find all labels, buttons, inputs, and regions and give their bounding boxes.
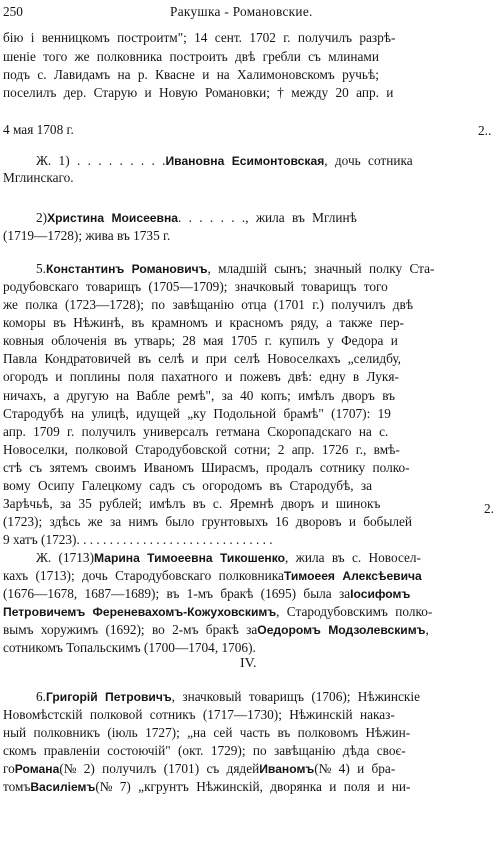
- text-run: 6.: [36, 689, 46, 704]
- page-number: 250: [3, 4, 23, 19]
- text-line: [36, 152, 483, 170]
- text-run: , младшій сынъ; значный полку Ста-: [207, 261, 435, 276]
- text-run: Новоселки, полковой Стародубовской сотни; 2 апр. 1726 г., вмѣ-: [3, 442, 400, 457]
- bold-name: Христина Моисеевна: [47, 211, 178, 225]
- text-run: (№ 7) „кгрунтъ Нѣжинскій, дворянка и поля и ни-: [95, 779, 411, 794]
- text-line-content: [3, 567, 422, 585]
- bold-name: Ивановна Есимонтовская: [165, 154, 325, 168]
- text-line: [3, 296, 483, 314]
- text-run: 9 хатъ (1723). . . . . . . . . . . . . . . . . . . . . . . . . . . . . .: [3, 532, 273, 547]
- text-line: [3, 706, 483, 724]
- text-run: вымъ хоружимъ (1692); во 2-мъ бракѣ за: [3, 622, 258, 637]
- text-line: [3, 477, 483, 495]
- text-line-content: [3, 639, 256, 657]
- text-line: [3, 639, 483, 657]
- text-run: . . . . . . ., жила въ Мглинѣ: [177, 210, 357, 225]
- section-numeral: IV.: [240, 656, 257, 671]
- bold-name: Марина Тимоеевна Тикошенко: [94, 551, 286, 565]
- text-line-content: [36, 549, 421, 567]
- text-run: коморы въ Нѣжинѣ, въ крамномъ и красномъ ряду, а также пер-: [3, 315, 404, 330]
- margin-number: 2.: [484, 501, 494, 516]
- text-line: [3, 567, 483, 585]
- text-run: 5.: [36, 261, 46, 276]
- text-line: [3, 29, 483, 47]
- text-run: (1723); здѣсь же за нимъ было грунтовыхъ 16 дворовъ и бобылей: [3, 514, 413, 529]
- text-run: ковныя облоченія въ утварь; 28 мая 1705 г. купилъ у Федора и: [3, 333, 398, 348]
- bold-name: Василіемъ: [30, 780, 96, 794]
- text-line: [3, 66, 483, 84]
- margin-number: 2..: [478, 123, 492, 138]
- text-run: Новомѣстскій полковой сотникъ (1717—1730); Нѣжинскій наказ-: [3, 707, 395, 722]
- text-line-content: [3, 724, 410, 742]
- text-line: [3, 459, 483, 477]
- text-line-content: [3, 48, 379, 66]
- text-run: (1676—1678, 1687—1689); въ 1-мъ бракѣ (1695) была за: [3, 586, 351, 601]
- text-run: го: [3, 761, 15, 776]
- text-line: [3, 603, 483, 621]
- text-run: ничахъ, а другую на Вабле ремѣ", за 40 копъ; имѣлъ дворъ въ: [3, 388, 396, 403]
- text-line: [36, 688, 483, 706]
- text-line: [3, 84, 483, 102]
- text-line: [3, 724, 483, 742]
- text-line-content: [3, 29, 395, 47]
- bold-name: Іосифомъ: [350, 587, 411, 601]
- text-run: вому Осипу Галецкому садъ съ огородомъ въ Стародубѣ, за: [3, 478, 373, 493]
- text-line-content: [3, 706, 395, 724]
- text-line-content: [3, 227, 170, 245]
- text-run: томъ: [3, 779, 31, 794]
- text-line: [36, 549, 483, 567]
- bold-name: Тимоеея Алексѣевича: [283, 569, 422, 583]
- text-run: Ж. 1) . . . . . . . . .: [36, 153, 166, 168]
- text-run: (№ 4) и бра-: [314, 761, 396, 776]
- text-run: поселилъ дер. Старую и Новую Романовки; † между 20 апр. и: [3, 85, 394, 100]
- text-run: , Стародубовскимъ полко-: [276, 604, 433, 619]
- text-line-content: [3, 459, 410, 477]
- text-line-content: [36, 209, 357, 227]
- bold-name: Петровичемъ Ференевахомъ-Кожуховскимъ: [3, 605, 277, 619]
- text-line-content: [3, 441, 400, 459]
- text-line-content: [3, 778, 410, 796]
- text-line-content: [3, 332, 398, 350]
- text-line-content: [3, 513, 412, 531]
- text-run: (1719—1728); жива въ 1735 г.: [3, 228, 171, 243]
- text-line-content: [3, 742, 406, 760]
- text-run: родубовскаго товарищъ (1705—1709); значковый товарищъ того: [3, 279, 388, 294]
- text-line-content: [3, 477, 372, 495]
- text-line-content: [36, 152, 413, 170]
- text-run: Мглинскаго.: [3, 170, 74, 185]
- text-run: 4 мая 1708 г.: [3, 122, 74, 137]
- text-line: [3, 778, 483, 796]
- text-line-content: [3, 314, 404, 332]
- text-line-content: [3, 296, 413, 314]
- text-run: шеніе того же полковника построить двѣ гребли съ млинами: [3, 49, 379, 64]
- text-line-content: [3, 531, 273, 549]
- text-line-content: [3, 84, 393, 102]
- text-line-content: [3, 423, 388, 441]
- text-line-content: [36, 260, 434, 278]
- text-line: [3, 332, 483, 350]
- text-line: [36, 260, 483, 278]
- text-line: [3, 350, 483, 368]
- text-run: ,: [425, 622, 429, 637]
- text-line: [3, 121, 483, 139]
- text-run: скомъ правленіи состоючій" (окт. 1729); по завѣщанію дѣда своє-: [3, 743, 406, 758]
- text-run: бію і венницкомъ построитм"; 14 сент. 1702 г. получилъ разрѣ-: [3, 30, 396, 45]
- text-line-content: [3, 760, 395, 778]
- text-run: подъ с. Лавидамъ на р. Квасне и на Халимоновскомъ ручьѣ;: [3, 67, 379, 82]
- bold-name: Григорій Петровичъ: [45, 690, 172, 704]
- text-line: [3, 585, 483, 603]
- text-run: (№ 2) получилъ (1701) съ дядей: [59, 761, 260, 776]
- bold-name: Константинъ Романовичъ: [45, 262, 208, 276]
- text-run: кахъ (1713); дочь Стародубовскаго полковника: [3, 568, 284, 583]
- text-line: [36, 209, 483, 227]
- bold-name: Иваномъ: [259, 762, 315, 776]
- bold-name: Оедоромъ Модзолевскимъ: [257, 623, 426, 637]
- text-line-content: [3, 387, 395, 405]
- running-title: Ракушка - Романовские.: [170, 4, 313, 19]
- text-run: ный полковникъ (іюль 1727); „на сей часть въ полковомъ Нѣжин-: [3, 725, 411, 740]
- text-run: сотникомъ Топальскимъ (1700—1704, 1706).: [3, 640, 256, 655]
- text-line: [3, 314, 483, 332]
- text-line: [3, 495, 483, 513]
- text-run: , дочь сотника: [324, 153, 413, 168]
- text-line: [3, 531, 483, 549]
- text-line: [3, 278, 483, 296]
- text-line: [3, 760, 483, 778]
- text-line-content: [3, 368, 399, 386]
- text-line-content: [3, 121, 74, 139]
- text-line-content: [3, 585, 410, 603]
- text-line-content: [3, 603, 432, 621]
- text-line: [3, 513, 483, 531]
- bold-name: Романа: [14, 762, 60, 776]
- text-line: [3, 169, 483, 187]
- text-line: [3, 441, 483, 459]
- text-run: Павла Кондратовичей въ селѣ и при селѣ Новоселкахъ „селидбу,: [3, 351, 402, 366]
- text-run: , жила въ с. Новосел-: [285, 550, 421, 565]
- text-run: 2): [36, 210, 48, 225]
- text-line: [3, 405, 483, 423]
- text-line: [3, 368, 483, 386]
- text-run: апр. 1709 г. получилъ универсалъ гетмана Скоропадскаго на с.: [3, 424, 389, 439]
- text-run: Стародубѣ на улицѣ, идущей „ку Подольной брамѣ" (1707): 19: [3, 406, 391, 421]
- text-run: стѣ съ зятемъ своимъ Иваномъ Ширасмъ, продалъ сотнику полко-: [3, 460, 410, 475]
- text-line-content: [3, 278, 388, 296]
- text-run: Ж. (1713): [36, 550, 95, 565]
- text-line-content: [3, 405, 391, 423]
- text-run: огородъ и поплины поля пахатного и пожевъ двѣ: едну в Лукя-: [3, 369, 399, 384]
- text-line-content: [36, 688, 420, 706]
- text-run: Зарѣчьѣ, за 35 рублей; имѣлъ въ с. Яремнѣ дворъ и шинокъ: [3, 496, 381, 511]
- text-line: [3, 387, 483, 405]
- text-line-content: [3, 350, 401, 368]
- text-line: [3, 227, 483, 245]
- text-line: [3, 48, 483, 66]
- text-line: [3, 742, 483, 760]
- text-line-content: [3, 495, 380, 513]
- text-line-content: [3, 621, 429, 639]
- text-line-content: [3, 169, 74, 187]
- text-line: [3, 423, 483, 441]
- text-run: , значковый товарищъ (1706); Нѣжинскіе: [171, 689, 420, 704]
- text-run: же полка (1723—1728); по завѣщанію отца (1701 г.) получилъ двѣ: [3, 297, 414, 312]
- text-line-content: [3, 66, 379, 84]
- text-line: [3, 621, 483, 639]
